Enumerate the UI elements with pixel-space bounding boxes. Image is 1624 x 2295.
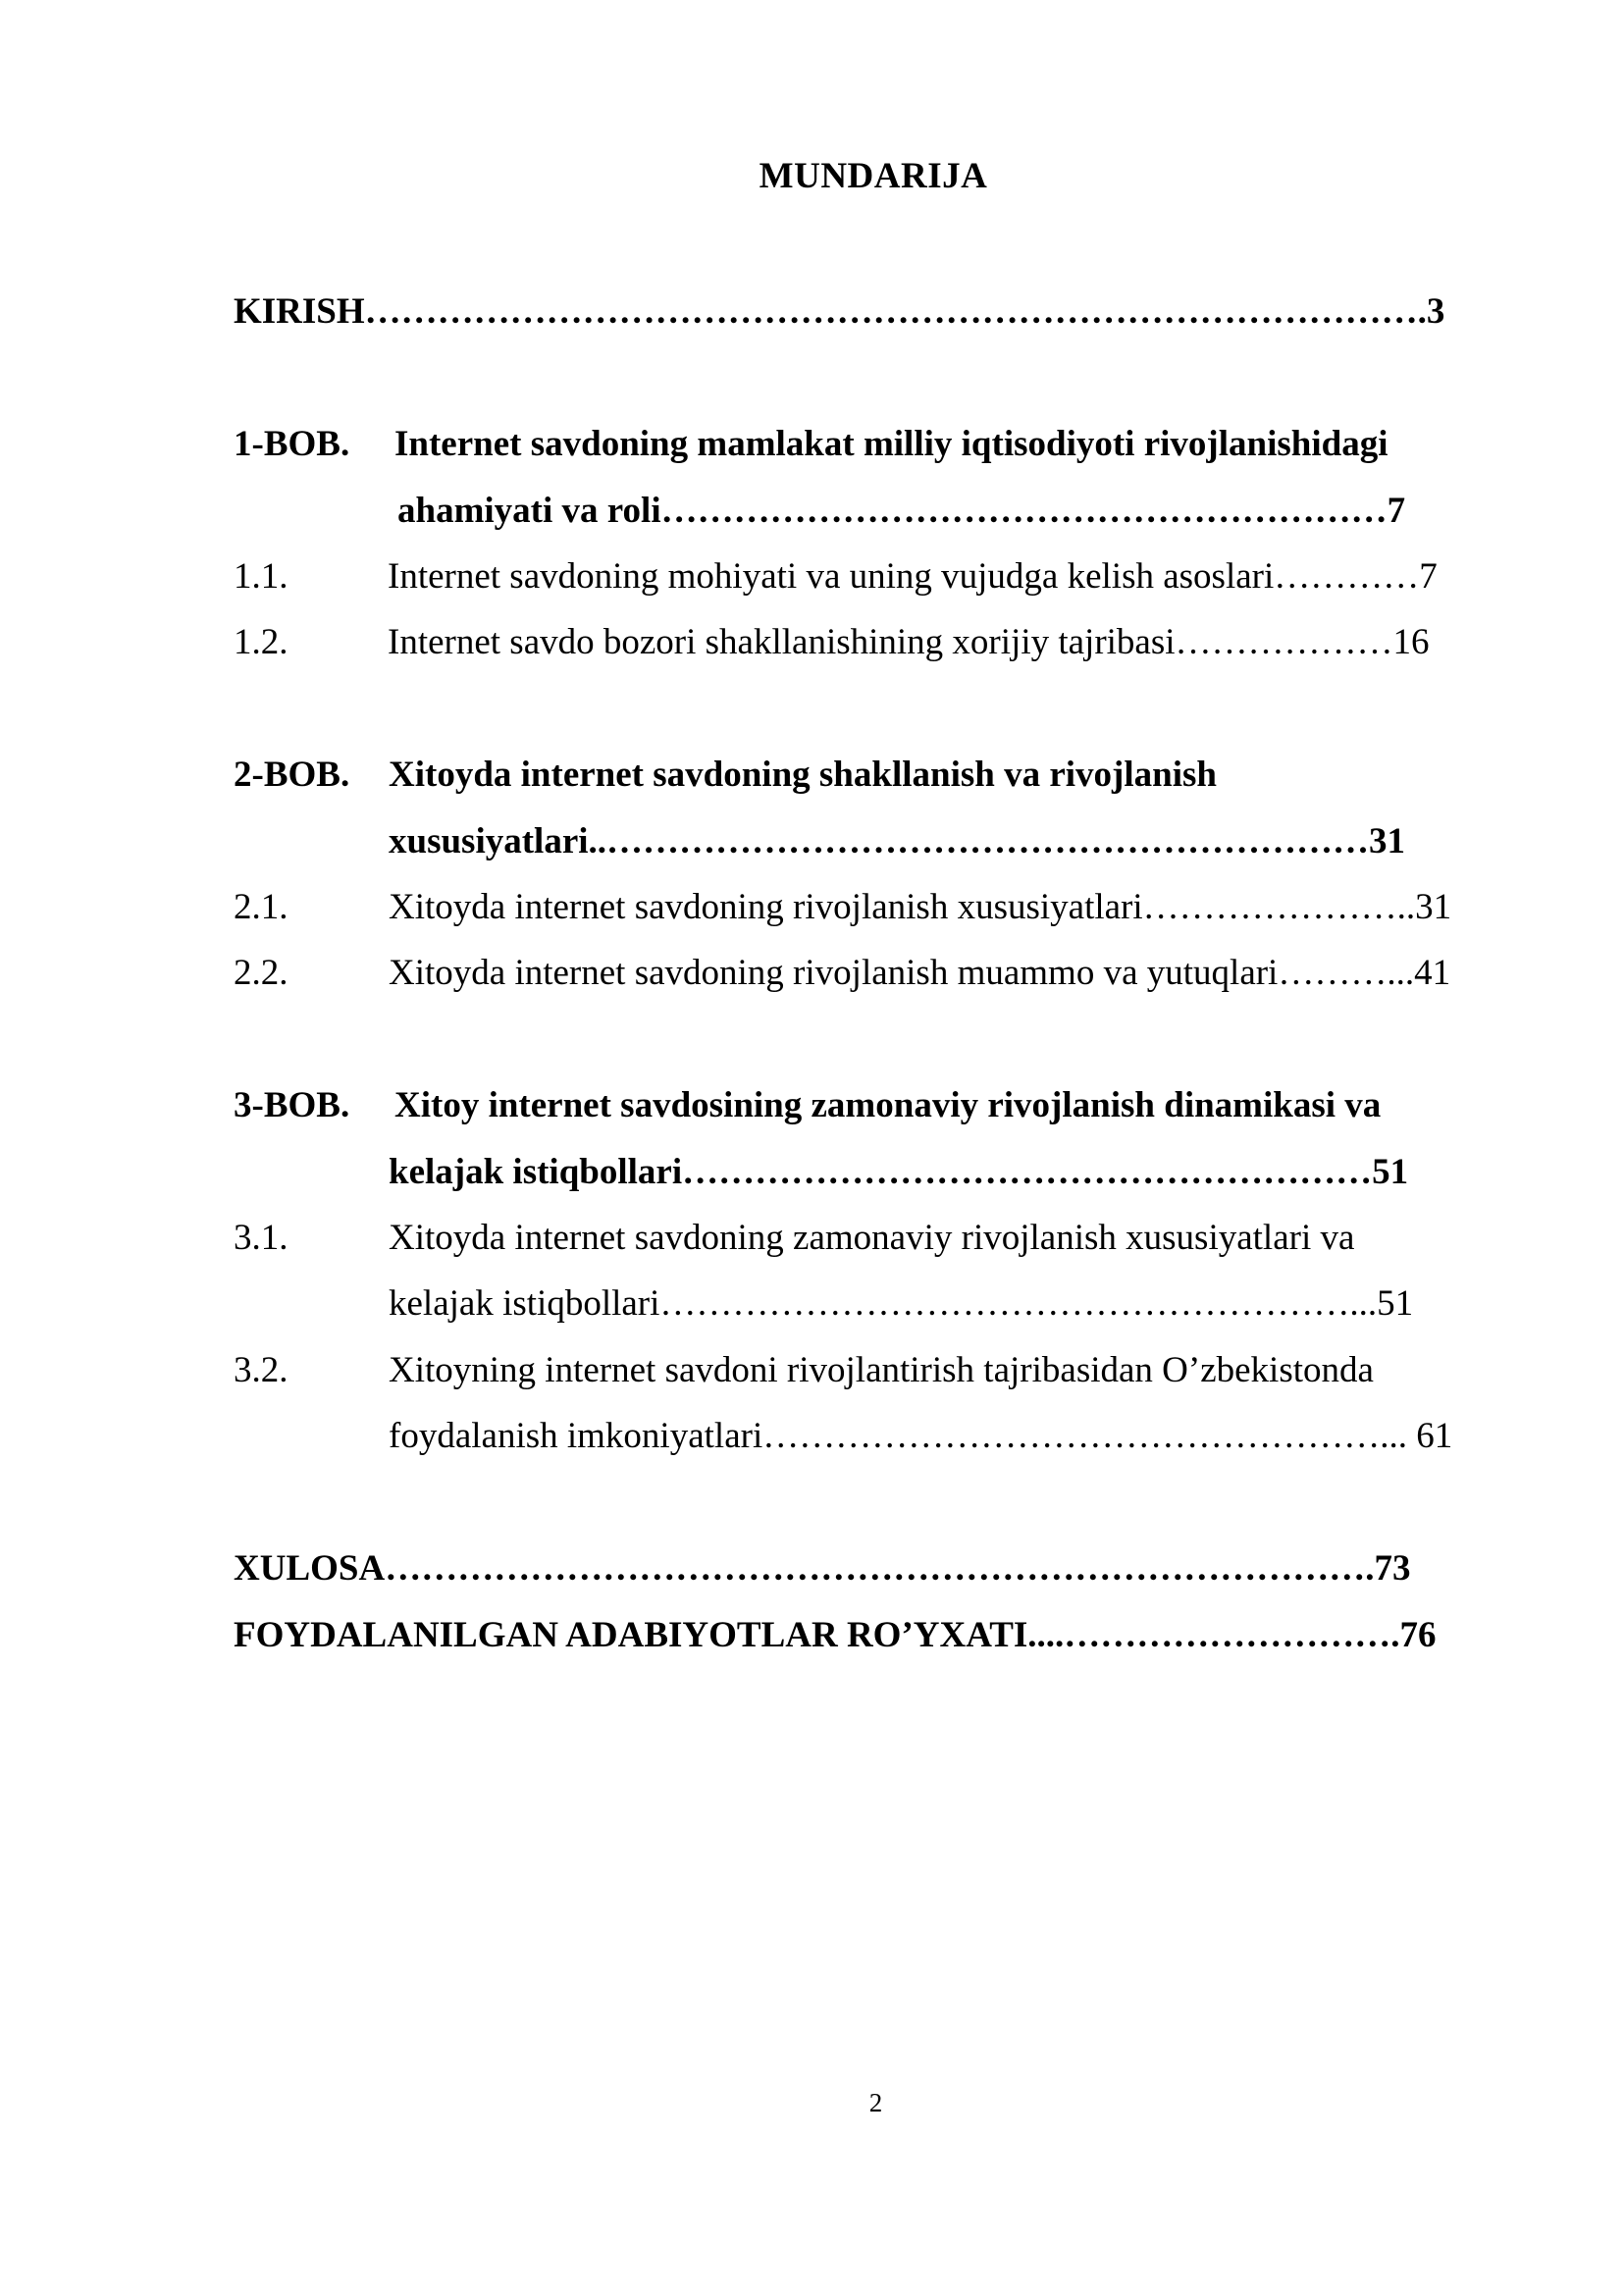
section-1-1-number: 1.1.: [234, 556, 288, 597]
page-title: MUNDARIJA: [759, 156, 988, 196]
section-2-2-number: 2.2.: [234, 953, 288, 993]
section-1-2-title: Internet savdo bozori shakllanishining xorijiy tajribasi………………16: [388, 622, 1430, 662]
section-3-2-title-line2: foydalanish imkoniyatlari……………………………………………... 61: [389, 1416, 1453, 1456]
chapter-2-title-line2: xususiyatlari..………………………………………………………31: [389, 821, 1406, 861]
toc-entry-references: FOYDALANILGAN ADABIYOTLAR RO’YXATI....……………………….76: [234, 1615, 1437, 1655]
page-number: 2: [868, 2088, 883, 2117]
chapter-1-title-line1: Internet savdoning mamlakat milliy iqtisodiyoti rivojlanishidagi: [394, 424, 1388, 464]
section-2-2-title: Xitoyda internet savdoning rivojlanish muammo va yutuqlari………...41: [389, 953, 1451, 993]
chapter-3-number: 3-BOB.: [234, 1085, 350, 1125]
section-1-1-title: Internet savdoning mohiyati va uning vujudga kelish asoslari…………7: [388, 556, 1438, 597]
section-3-1-title-line1: Xitoyda internet savdoning zamonaviy rivojlanish xususiyatlari va: [389, 1218, 1355, 1258]
toc-entry-kirish: KIRISH…………………………………………………………………………….3: [234, 291, 1445, 332]
chapter-1-number: 1-BOB.: [234, 424, 350, 464]
chapter-2-title-line1: Xitoyda internet savdoning shakllanish va rivojlanish: [389, 755, 1217, 795]
section-1-2-number: 1.2.: [234, 622, 288, 662]
section-3-1-title-line2: kelajak istiqbollari…………………………………………………...51: [389, 1283, 1414, 1324]
section-2-1-number: 2.1.: [234, 887, 288, 927]
chapter-2-number: 2-BOB.: [234, 755, 350, 795]
chapter-1-title-line2: ahamiyati va roli……………………………………………………7: [397, 491, 1406, 531]
chapter-3-title-line2: kelajak istiqbollari…………………………………………………51: [389, 1152, 1409, 1192]
section-3-2-number: 3.2.: [234, 1350, 288, 1390]
section-3-2-title-line1: Xitoyning internet savdoni rivojlantirish tajribasidan O’zbekistonda: [389, 1350, 1374, 1390]
section-3-1-number: 3.1.: [234, 1218, 288, 1258]
chapter-3-title-line1: Xitoy internet savdosining zamonaviy rivojlanish dinamikasi va: [394, 1085, 1382, 1125]
section-2-1-title: Xitoyda internet savdoning rivojlanish xususiyatlari…………………..31: [389, 887, 1452, 927]
toc-entry-xulosa: XULOSA……………………………………………………………………….73: [234, 1548, 1411, 1589]
